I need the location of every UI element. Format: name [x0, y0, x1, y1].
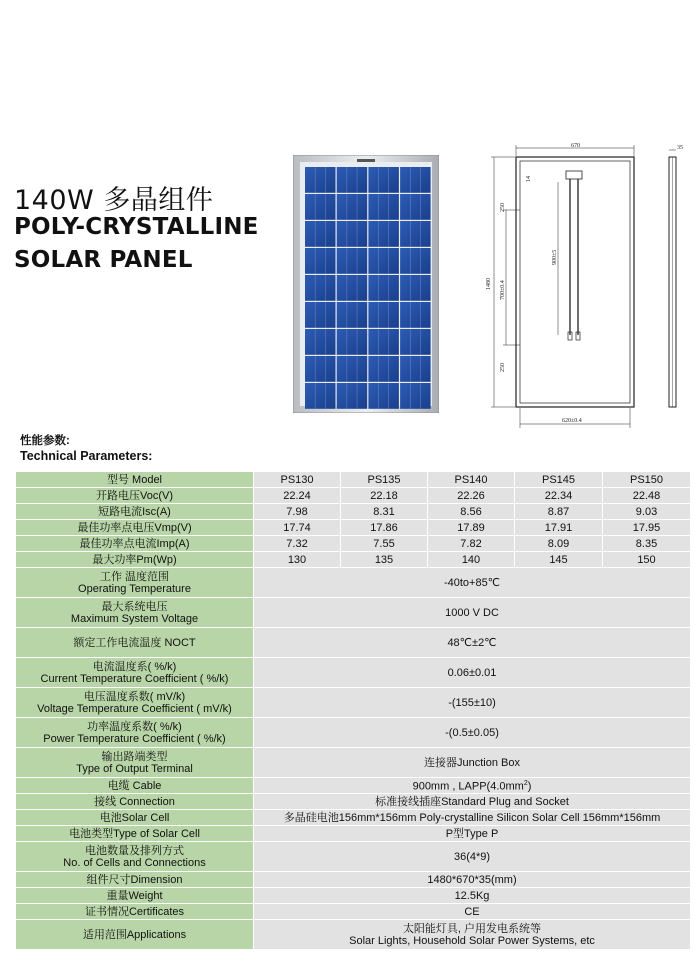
params-label-en: Technical Parameters: [20, 449, 153, 463]
table-cell: 8.35 [603, 536, 691, 552]
model-cell: PS135 [341, 472, 428, 488]
solar-cell [400, 383, 431, 409]
table-cell: 22.26 [428, 488, 515, 504]
row-label: 适用范围Applications [16, 920, 254, 950]
table-cell: 17.74 [254, 520, 341, 536]
table-cell: 标准接线插座Standard Plug and Socket [254, 794, 691, 810]
table-cell: -(0.5±0.05) [254, 718, 691, 748]
row-label [16, 658, 254, 688]
table-cell: 9.03 [603, 504, 691, 520]
table-row-cable [16, 778, 691, 794]
table-cell: 8.87 [515, 504, 603, 520]
table-cell: 17.86 [341, 520, 428, 536]
product-title-cn: 140W 多晶组件 [14, 185, 214, 216]
table-cell: 17.95 [603, 520, 691, 536]
table-cell: 0.06±0.01 [254, 658, 691, 688]
dim-cable-length: 900±5 [552, 249, 558, 265]
row-label [16, 568, 254, 598]
dim-depth: 35 [677, 145, 683, 151]
table-cell: 8.09 [515, 536, 603, 552]
table-cell: CE [254, 904, 691, 920]
table-cell: 150 [603, 552, 691, 568]
table-cell: 连接器Junction Box [254, 748, 691, 778]
solar-cell [368, 302, 399, 328]
row-label: 电池类型Type of Solar Cell [16, 826, 254, 842]
model-cell: PS140 [428, 472, 515, 488]
table-row-weight [16, 888, 691, 904]
table-row-current-coef [16, 658, 691, 688]
row-label [16, 598, 254, 628]
table-row-pm [16, 552, 691, 568]
table-row-dimension [16, 872, 691, 888]
table-cell: 145 [515, 552, 603, 568]
table-cell: 17.89 [428, 520, 515, 536]
table-cell: 22.48 [603, 488, 691, 504]
table-row-model [16, 472, 691, 488]
row-label-en: Power Temperature Coefficient ( %/k) [43, 732, 226, 745]
table-row-connection [16, 794, 691, 810]
solar-cell [400, 167, 431, 193]
solar-cell [305, 167, 336, 193]
row-label: 组件尺寸Dimension [16, 872, 254, 888]
row-label-cn: 电流温度系( %/k) [92, 660, 177, 673]
row-label-en: Operating Temperature [78, 582, 191, 595]
solar-cell [305, 383, 336, 409]
table-cell: 48℃±2℃ [254, 628, 691, 658]
table-row-power-coef [16, 718, 691, 748]
row-label-cn: 最大系统电压 [101, 600, 168, 613]
row-label: 最佳功率点电压Vmp(V) [16, 520, 254, 536]
table-row-applications [16, 920, 691, 950]
table-cell: 36(4*9) [254, 842, 691, 872]
applications-en: Solar Lights, Household Solar Power Systems, etc [349, 934, 595, 947]
row-label: 开路电压Voc(V) [16, 488, 254, 504]
solar-cell [400, 356, 431, 382]
solar-cell [400, 302, 431, 328]
table-cell: 22.34 [515, 488, 603, 504]
row-label-cn: 电压温度系数( mV/k) [83, 690, 186, 703]
row-label: 重量Weight [16, 888, 254, 904]
row-label: 短路电流Isc(A) [16, 504, 254, 520]
solar-cell [305, 194, 336, 220]
solar-cell [305, 356, 336, 382]
table-cell: 135 [341, 552, 428, 568]
params-label-cn: 性能参数: [20, 435, 70, 447]
solar-cell [305, 221, 336, 247]
table-row-voltage-coef [16, 688, 691, 718]
applications-cn: 太阳能灯具, 户用发电系统等 [402, 922, 542, 935]
table-row-vmp [16, 520, 691, 536]
product-title-en-line2: SOLAR PANEL [14, 247, 193, 273]
cable-value: 900mm , LAPP(4.0mm [412, 780, 524, 793]
solar-cell [400, 329, 431, 355]
model-cell: PS130 [254, 472, 341, 488]
row-label-cn: 输出路端类型 [101, 750, 168, 763]
row-label: 电缆 Cable [16, 778, 254, 794]
solar-panel-image [293, 155, 439, 413]
row-label [16, 748, 254, 778]
dim-height: 1480 [486, 278, 492, 290]
table-cell: 多晶硅电池156mm*156mm Poly-crystalline Silicon Solar Cell 156mm*156mm [254, 810, 691, 826]
row-label: 电池Solar Cell [16, 810, 254, 826]
row-label [16, 718, 254, 748]
row-label [16, 688, 254, 718]
table-cell: 7.98 [254, 504, 341, 520]
table-row-solar-cell [16, 810, 691, 826]
table-row-op-temp [16, 568, 691, 598]
model-cell: PS150 [603, 472, 691, 488]
row-label-cn: 功率温度系数( %/k) [87, 720, 182, 733]
solar-cell [400, 275, 431, 301]
table-cell: 7.55 [341, 536, 428, 552]
row-label: 接线 Connection [16, 794, 254, 810]
table-cell: 1480*670*35(mm) [254, 872, 691, 888]
table-cell: 8.31 [341, 504, 428, 520]
solar-cell [337, 356, 368, 382]
row-label: 最佳功率点电流Imp(A) [16, 536, 254, 552]
row-label-cn: 电池数量及排列方式 [85, 844, 184, 857]
table-row-terminal [16, 748, 691, 778]
table-cell: 140 [428, 552, 515, 568]
table-cell [254, 778, 691, 794]
dim-top-offset: 250 [500, 203, 506, 212]
solar-cell [368, 383, 399, 409]
table-row-isc [16, 504, 691, 520]
solar-cell [400, 194, 431, 220]
cable-value-end: ) [527, 780, 532, 793]
solar-cell [368, 356, 399, 382]
cable-superscript: 2 [523, 780, 528, 788]
solar-cell [305, 275, 336, 301]
table-cell: 130 [254, 552, 341, 568]
solar-cell [400, 248, 431, 274]
solar-cell [337, 383, 368, 409]
table-cell: 7.32 [254, 536, 341, 552]
solar-cell [337, 248, 368, 274]
dim-box-offset: 14 [526, 176, 532, 182]
row-label: 最大功率Pm(Wp) [16, 552, 254, 568]
row-label-en: Type of Output Terminal [76, 762, 193, 775]
table-row-certificates [16, 904, 691, 920]
solar-cell [305, 248, 336, 274]
solar-cell [368, 275, 399, 301]
solar-cell [305, 329, 336, 355]
solar-cell [368, 221, 399, 247]
row-label-en: Current Temperature Coefficient ( %/k) [40, 672, 229, 685]
table-row-voc [16, 488, 691, 504]
solar-cell [368, 194, 399, 220]
table-row-imp [16, 536, 691, 552]
row-label: 型号 Model [16, 472, 254, 488]
table-cell: -40to+85℃ [254, 568, 691, 598]
row-label: 额定工作电流温度 NOCT [16, 628, 254, 658]
table-cell: P型Type P [254, 826, 691, 842]
table-row-cell-count [16, 842, 691, 872]
table-cell: 22.18 [341, 488, 428, 504]
table-row-max-voltage [16, 598, 691, 628]
dim-bottom-offset: 250 [500, 363, 506, 372]
solar-cell [368, 329, 399, 355]
row-label-en: No. of Cells and Connections [63, 856, 206, 869]
solar-cell [337, 221, 368, 247]
product-title-en-line1: POLY-CRYSTALLINE [14, 214, 259, 240]
solar-cell [337, 275, 368, 301]
model-cell: PS145 [515, 472, 603, 488]
table-row-cell-type [16, 826, 691, 842]
dim-width-top: 670 [571, 143, 580, 149]
row-label-cn: 工作 温度范围 [99, 570, 170, 583]
row-label [16, 842, 254, 872]
solar-cell [368, 167, 399, 193]
table-cell: 1000 V DC [254, 598, 691, 628]
table-row-noct [16, 628, 691, 658]
panel-dimension-drawing [478, 140, 700, 435]
solar-cell [400, 221, 431, 247]
solar-cell [368, 248, 399, 274]
row-label-en: Voltage Temperature Coefficient ( mV/k) [37, 702, 232, 715]
solar-cell [337, 302, 368, 328]
table-cell: -(155±10) [254, 688, 691, 718]
table-cell: 7.82 [428, 536, 515, 552]
solar-cell [337, 194, 368, 220]
spec-table [15, 471, 691, 950]
dim-inner-height: 700±0.4 [500, 280, 506, 300]
solar-cell [305, 302, 336, 328]
row-label-en: Maximum System Voltage [70, 612, 199, 625]
dim-bottom-width: 620±0.4 [562, 418, 582, 424]
table-cell: 8.56 [428, 504, 515, 520]
row-label: 证书情况Certificates [16, 904, 254, 920]
table-cell: 17.91 [515, 520, 603, 536]
table-cell: 12.5Kg [254, 888, 691, 904]
table-cell [254, 920, 691, 950]
solar-cell [337, 329, 368, 355]
solar-cell [337, 167, 368, 193]
table-cell: 22.24 [254, 488, 341, 504]
